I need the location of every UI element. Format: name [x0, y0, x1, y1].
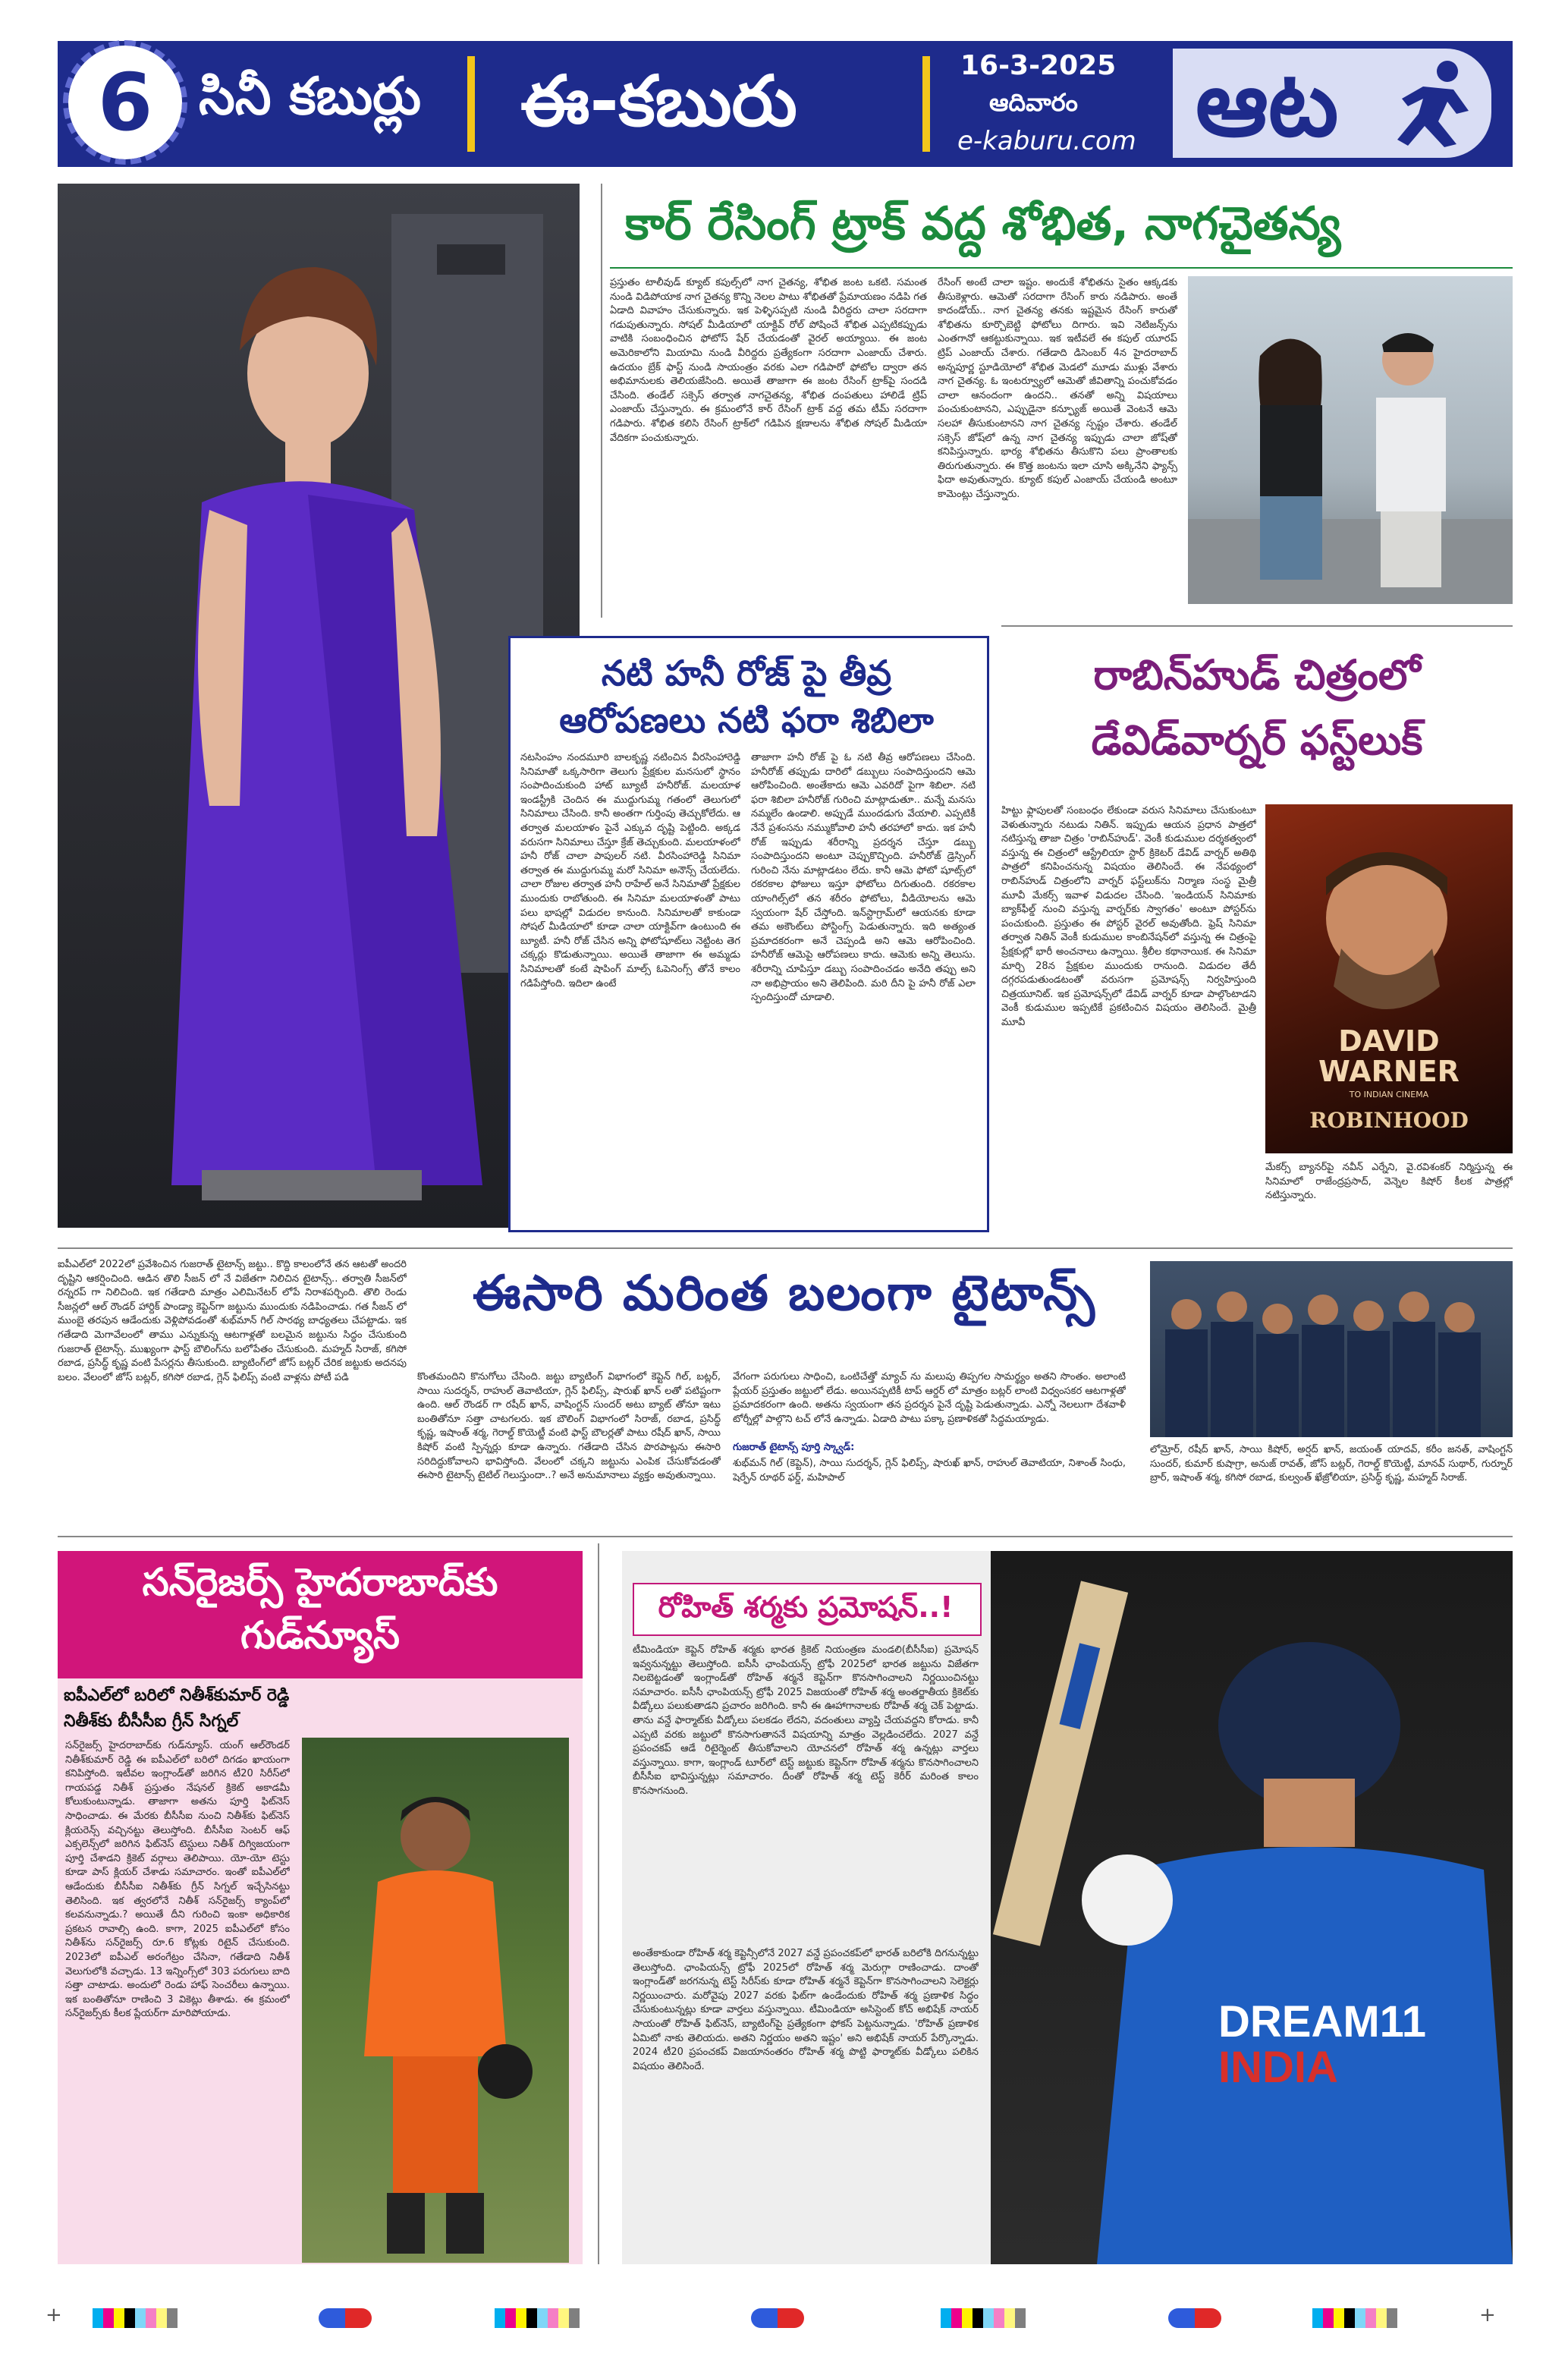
color-bar — [93, 2308, 178, 2328]
woman-in-saree-illustration — [58, 184, 580, 1228]
jersey-sponsor: DREAM11 — [1218, 1997, 1426, 2046]
story2-headline-line2: ఆరోపణలు నటి ఫరా శిబిలా — [559, 700, 934, 741]
crop-mark: + — [46, 2304, 62, 2326]
poster-line1: DAVID — [1338, 1024, 1440, 1058]
story1-column-1: ప్రస్తుతం టాలీవుడ్ క్యూట్ కపుల్స్‌లో నాగ చైతన్య, శోభిత జంట ఒకటి. సమంత నుండి విడిపోయాక నాగ చైతన్య కొన్ని నెలల పాటు శోభితతో ప్రేమాయణం నడిపి గత ఏడాది వివాహం చేసుకున్నారు. ఇక పెళ్ళిసప్పటి నుండి వీరిద్దరు చాలా సరదాగా గడుపుతున్నారు. సోషల్ మీడియాలో యాక్టివ్ రోల్ పోషించే శోభిత ఎప్పటికప్పుడు వాటికి సంబంధించిన ఫోటోస్ షేర్ చేయడంతో వైరల్ అయ్యాయి. ఈ జంట అమెరికాలోని మియామి నుండి వీరిద్దరు ప్రత్యేకంగా సరదాగా ఎంజాయ్ చేశారు. ఉదయం బ్రేక్ ఫాస్ట్ నుండి సాయంత్రం వరకు ఎలా గడిపారో ఫోటోల ద్వారా తన అభిమానులకు తెలియజేసింది. అయితే తాజాగా ఈ జంట రేసింగ్ ట్రాక్‌పై సందడి చేసింది. తండేల్ సక్సెస్ తర్వాత నాగచైతన్య, శోభిత దంపతులు హాలిడే ట్రిప్ ఎంజాయ్ చేస్తున్నారు. ఈ క్రమంలోనే కార్ రేసింగ్ ట్రాక్ వద్ద తమ టీమ్ సరదాగా గడిపారు. శోభిత కలిసి రేసింగ్ ట్రాక్‌లో గడిపిన క్షణాలను శోభిత సోషల్ మీడియా వేదికగా పంచుకున్నారు. — [610, 277, 927, 444]
issue-day: ఆదివారం — [989, 88, 1078, 117]
team-illustration — [1150, 1261, 1513, 1437]
warner-illustration — [1265, 804, 1513, 1032]
section-rule — [1001, 625, 1513, 627]
color-bar — [941, 2308, 1026, 2328]
story5-subheading-2: నితీశ్‌కు బీసీసీఐ గ్రీన్ సిగ్నల్ — [64, 1712, 239, 1731]
story3-column-2: మేకర్స్ బ్యానర్‌పై నవీన్ ఎర్నేని, వై.రవిశంకర్ నిర్మిస్తున్న ఈ సినిమాలో రాజేంద్రప్రసాద్, వెన్నెల కిషోర్ కీలక పాత్రల్లో నటిస్తున్నారు. — [1265, 1162, 1513, 1202]
poster-line2: WARNER — [1318, 1055, 1460, 1088]
story4-headline: ఈసారి మరింత బలంగా టైటాన్స్ — [473, 1266, 1096, 1322]
poster-subtitle: TO INDIAN CINEMA — [1349, 1090, 1429, 1099]
story2-column-2: తాజాగా హనీ రోజ్ పై ఓ నటి తీవ్ర ఆరోపణలు చేసింది. హనీరోజ్ తప్పుడు దారిలో డబ్బులు సంపాదిస్తుందని ఆమె ఆరోపించింది. అంతేకాదు ఆమె ఎవరిదో పైగా శిబిలా. నటి ఫరా శిబిలా హనీరోజ్ గురించి మాట్లాడుతూ.. మన్నే మనసు నమ్మలేం ఉండాలి. అప్పుడే ముందడుగు వేయాలి. ఎప్పటికీ నేనే ప్రశంసను నమ్ముకోవాలి హనీ తరహాలో కాదు. ఇక హనీ రోజ్ ఇప్పుడు శరీరాన్ని ప్రదర్శన చేస్తూ డబ్బు సంపాదిస్తుందని అంటూ చెప్పుకొచ్చింది. హనీరోజ్ డ్రెస్సింగ్ గురించి నేను మాట్లాడటం లేదు. కానీ ఆమె ఫోటో షూట్స్‌లో రకరకాల ఫోజులు ఇస్తూ ఫోటోలు దిగుతుంది. రకరకాల యాంగిల్స్‌లో తన శరీరం ఫోటోలు, వీడియోలను ఆమె స్వయంగా షేర్ చేస్తోంది. ఇన్‌స్టాగ్రామ్‌లో ఆయనకు కూడా తమ అకౌంట్‌లు పోస్టింగ్స్ పెడుతున్నారు. ఇది అత్యంత ప్రమాదకరంగా అనే చెప్పండి అని ఆమె ఆరోపించింది. హనీరోజ్ ఆమెపై ఆరోపణలు కాదు. ఆమెకు అన్ని తెలుసు. శరీరాన్ని చూపిస్తూ డబ్బు సంపాదించడం అనేది తప్పు అని నా అభిప్రాయం అని తెలిపింది. మరి దీని పై హనీ రోజ్ ఎలా స్పందిస్తుందో చూడాలి. — [751, 752, 976, 1004]
story5-subheading-1: ఐపీఎల్‌లో బరిలో నితీశ్‌కుమార్ రెడ్డి — [64, 1686, 290, 1705]
issue-date: 16-3-2025 — [960, 50, 1117, 81]
color-bar — [495, 2308, 580, 2328]
brand-title: ఈ-కబురు — [520, 61, 797, 142]
section-rule — [58, 1536, 1513, 1537]
poster-title: ROBINHOOD — [1309, 1108, 1469, 1133]
section-title: సినీ కబుర్లు — [199, 67, 422, 127]
site-url: e-kaburu.com — [957, 126, 1136, 156]
story4-column-2: కొంతమందిని కొనుగోలు చేసింది. జట్టు బ్యాటింగ్ విభాగంలో కెప్టెన్ గిల్, బట్లర్, సాయి సుదర్శన్, రాహుల్ తెవాటియా, గ్లెన్ ఫిలిప్స్, షారుఖ్ ఖాన్ లతో పటిష్టంగా ఉంది. ఆల్ రౌండర్ గా రషీద్ ఖాన్, వాషింగ్టన్ సుందర్ అటు బ్యాట్ తోనూ ఇటు బంతితోనూ సత్తా చాటగలరు. ఇక బౌలింగ్ విభాగంలో సిరాజ్, రబాడ, ప్రసిద్ధ్ కృష్ణ, ఇషాంత్ శర్మ, గెరాల్డ్ కొయెట్జీ వంటి ఫాస్ట్ బౌలర్లతో పాటు రషీద్ ఖాన్, సాయి కిషోర్ వంటి స్పిన్నర్లు కూడా ఉన్నారు. గతేడాది చేసిన పొరపాట్లను ఈసారి సరిదిద్దుకోవాలని భావిస్తోంది. వేలంలో చక్కని జట్టును ఎంపిక చేసుకోవడంతో ఈసారి టైటాన్స్ టైటిల్ గెలుస్తుందా..? అనే అనుమానాలు వ్యక్తం అవుతున్నాయి. — [417, 1371, 721, 1482]
titans-team-photo — [1150, 1261, 1513, 1437]
color-bar — [1312, 2308, 1397, 2328]
story4-column-1: ఐపీఎల్‌లో 2022లో ప్రవేశించిన గుజరాత్ టైటాన్స్ జట్టు.. కొద్ది కాలంలోనే తన ఆటతో అందరి దృష్టిని ఆకర్షించింది. ఆడిన తొలి సీజన్ లో నే విజేతగా నిలిచిన టైటాన్స్.. తర్వాతి సీజన్‌లో రన్నరప్ గా నిలిచింది. ఇక గతేడాది మాత్రం ఎలిమినేటర్ లోపే నిరాశపర్చింది. తొలి రెండు సీజన్లలో ఆల్ రౌండర్ హార్దిక్ పాండ్యా కెప్టెన్‌గా జట్టును ముందుకు నడిపించాడు. గత సీజన్ లో ముంబై తరపున ఆడేందుకు వెళ్లిపోవడంతో శుభ్‌మాన్ గిల్ సారథ్య బాధ్యతలు చేపట్టాడు. ఇక గతేడాది మెగావేలంలో తాము ఎన్నుకున్న ఆటగాళ్లతో బలమైన జట్టును సిద్ధం చేసుకుంది గుజరాత్ టైటాన్స్. ముఖ్యంగా ఫాస్ట్ బౌలింగ్‌ను బలోపేతం చేసుకుంది. మహ్మద్ సిరాజ్, కగిసో రబాడ, ప్రసిద్ధ్ కృష్ణ వంటి పేసర్లను తీసుకుంది. బ్యాటింగ్‌లో జోస్ బట్లర్ చేరిక జట్టుకు అదనపు బలం. వేలంలో జోస్ బట్లర్, కగిసో రబాడ, గ్లెన్ ఫిలిప్స్ వంటి వాళ్లను పోటీ పడి — [58, 1259, 407, 1383]
color-dot — [319, 2308, 372, 2328]
column-rule — [598, 1543, 599, 2264]
story3-headline-line2: డేవిడ్‌వార్నర్ ఫస్ట్‌లుక్ — [1091, 716, 1423, 764]
color-dot — [751, 2308, 804, 2328]
story1-column-2: రేసింగ్ అంటే చాలా ఇష్టం. అందుకే శోభితను సైతం ఆక్కడకు తీసుకెళ్లారు. ఆమెతో సరదాగా రేసింగ్ కారు నడిపారు. అంతే కాదండోయ్.. నాగ చైతన్య తనకు ఇష్టమైన రేసింగ్ కారుతో శోభితను కూర్చొబెట్టి ఫోటోలు దిగారు. ఇవి నెటిజన్స్‌ను ఎంతగానో ఆకట్టుకున్నాయి. ఇక ఇటీవలే ఈ కపుల్ యూరప్ ట్రిప్ ఎంజాయ్ చేశారు. గతేడాది డిసెంబర్ 4న హైదరాబాద్ అన్నపూర్ణ స్టూడియోలో శోభిత మెడలో మూడు ముళ్లు వేశారు నాగ చైతన్య. ఓ ఇంటర్వ్యూలో ఆమెతో జీవితాన్ని పంచుకోవడం చాలా ఆనందంగా ఉందని.. తనతో అన్ని విషయాలు పంచుకుంటానని, ఎప్పుడైనా కన్ఫ్యూజ్ అయితే వెంటనే ఆమె సలహా తీసుకుంటానని నాగ చైతన్య స్పష్టం చేశారు. తండేల్ సక్సెస్ జోష్‌లో ఉన్న నాగ చైతన్య ఇప్పుడు చాలా జోష్‌తో కనిపిస్తున్నారు. భార్య శోభితను తీసుకొని పలు ప్రాంతాలకు తిరుగుతున్నారు. ఈ కొత్త జంటను ఇలా చూసి అక్కినేని ఫ్యాన్స్ ఫిదా అవుతున్నారు. క్యూట్ కపుల్ ఎంజాయ్ చేయండి అంటూ కామెంట్లు చేస్తున్నారు. — [938, 277, 1177, 500]
story5-headline-line1: సన్‌రైజర్స్ హైదరాబాద్‌కు — [142, 1560, 498, 1604]
jersey-country: INDIA — [1218, 2043, 1338, 2092]
david-warner-poster — [1265, 804, 1513, 1153]
section-rule — [58, 1247, 1513, 1249]
page-number: 6 — [68, 46, 182, 159]
couple-illustration — [1188, 276, 1513, 604]
squad-title: గుజరాత్ టైటాన్స్ పూర్తి స్క్వాడ్: — [733, 1442, 855, 1453]
story5-headline-line2: గుడ్‌న్యూస్ — [240, 1613, 400, 1657]
story4-column-4: లోమ్రోర్, రషీద్ ఖాన్, సాయి కిషోర్, అర్షద్ ఖాన్, జయంత్ యాదవ్, కరీం జనత్, వాషింగ్టన్ సుందర్, కుమార్ కుషాగ్రా, అనుజ్ రావత్, జోస్ బట్లర్, గెరాల్డ్ కొయెట్జీ, మానవ్ సుథార్, గుర్నూర్ బ్రార్, ఇషాంత్ శర్మ, కగిసో రబాడ, కుల్వంత్ ఖేజ్రోలియా, ప్రసిద్ధ్ కృష్ణ, మహ్మద్ సిరాజ్. — [1150, 1444, 1513, 1484]
color-dot — [1168, 2308, 1221, 2328]
honey-rose-photo — [58, 184, 580, 1228]
story2-column-1: నటసింహం నందమూరి బాలకృష్ణ నటించిన వీరసింహారెడ్డి సినిమాతో ఒక్కసారిగా తెలుగు ప్రేక్షకుల మనసులో స్థానం సంపాదించుకుంది హాట్ బ్యూటీ హనీరోజ్. మలయాళ ఇండస్ట్రీకి చెందిన ఈ ముద్దుగుమ్మ గతంలో తెలుగులో సినిమాలు చేసింది. కానీ అంతగా గుర్తింపు తెచ్చుకోలేదు. ఆ తర్వాత మలయాళం పైనే ఎక్కువ దృష్టి పెట్టింది. అక్కడ వరుసగా సినిమాలు చేస్తూ క్రేజ్ తెచ్చుకుంది. మలయాళంలో హనీ రోజ్ చాలా పాపులర్ నటి. వీరసింహారెడ్డి సినిమా తర్వాత ఈ ముద్దుగుమ్మ మరో సినిమా అనౌన్స్ చేయలేదు. చాలా రోజుల తర్వాత హనీ రాహేల్ అనే సినిమాతో ప్రేక్షకుల ముందుకు రాబోతుంది. ఈ సినిమా మలయాళంతో పాటు పలు భాషల్లో విడుదల కానుంది. సినిమాలతో కాకుండా సోషల్ మీడియాలో కూడా చాలా యాక్టివ్‌గా ఉంటుంది ఈ బ్యూటీ. హనీ రోజ్ చేసిన అన్ని ఫోటోషూట్‌లు నెట్టింట తెగ చక్కర్లు కొడుతున్నాయి. అయితే తాజాగా ఈ అమ్మడు సినిమాలతో కంటే షాపింగ్ మాల్స్ ఓపెనింగ్స్ తోనే కాలం గడిపేస్తోంది. ఇదిలా ఉంటే — [520, 752, 740, 989]
squad-list: శుభ్‌మన్ గిల్ (కెప్టెన్), సాయి సుదర్శన్, గ్లెన్ ఫిలిప్స్, షారుఖ్ ఖాన్, రాహుల్ తెవాటియా, నిశాంత్ సింధు, షెర్ఫేన్ రూథర్ ఫర్డ్, మహిపాల్ — [733, 1458, 1126, 1483]
story6-headline: రోహిత్ శర్మకు ప్రమోషన్..! — [658, 1590, 954, 1624]
srh-player-illustration — [302, 1738, 569, 2263]
divider — [922, 56, 930, 152]
story3-headline-line1: రాబిన్‌హుడ్ చిత్రంలో — [1093, 651, 1421, 699]
story5-column-1: సన్‌రైజర్స్ హైదరాబాద్‌కు గుడ్‌న్యూస్. యంగ్ ఆల్‌రౌండర్ నితీశ్‌కుమార్ రెడ్డి ఈ ఐపీఎల్‌లో బరిలో దిగడం ఖాయంగా కనిపిస్తోంది. ఇటీవల ఇంగ్లాండ్‌తో జరిగిన టీ20 సిరీస్‌లో గాయపడ్డ నితీశ్ ప్రస్తుతం నేషనల్ క్రికెట్ అకాడమీ కోలుకుంటున్నాడు. తాజాగా అతను పూర్తి ఫిట్‌నెస్ సాధించాడు. ఈ మేరకు బీసీసీఐ నుంచి నితీశ్‌కు ఫిట్‌నెస్ క్లియరెన్స్ వచ్చినట్టు తెలుస్తోంది. బీసీసీఐ సెంటర్ ఆఫ్ ఎక్సలెన్స్‌లో జరిగిన ఫిట్‌నెస్ టెస్టులు నితీశ్ దిగ్విజయంగా పూర్తి చేశాడని క్రికెట్ వర్గాలు తెలిపాయి. యో-యో టెస్టు కూడా పాస్ క్లియర్ చేశాడు సమాచారం. ఇంతో ఐపీఎల్‌లో ఆడేందుకు బీసీసీఐ నితీశ్‌కు గ్రీన్ సిగ్నల్ ఇచ్చేసినట్టు తెలిసింది. ఇక త్వరలోనే నితీశ్ సన్‌రైజర్స్ క్యాంప్‌లో కలవనున్నాడు.? అయితే దీని గురించి ఇంకా అధికారిక ప్రకటన రావాల్సి ఉంది. కాగా, 2025 ఐపీఎల్‌లో కోసం నితీశ్‌ను సన్‌రైజర్స్ రూ.6 కోట్లకు రిటైన్ చేసుకుంది. 2023లో ఐపీఎల్ అరంగేట్రం చేసినా, గతేడాది నితీశ్ వెలుగులోకి వచ్చాడు. 13 ఇన్నింగ్స్‌లో 303 పరుగులు బాది సత్తా చాటాడు. అందులో రెండు హాఫ్ సెంచరీలు ఉన్నాయి. ఇక బంతితోనూ రాణించి 3 వికెట్లు తీశాడు. ఈ క్రమంలో సన్‌రైజర్స్‌కు కీలక ప్లేయర్‌గా మారిపోయాడు. — [65, 1740, 290, 2020]
couple-photo — [1188, 276, 1513, 604]
story6-column-1: టీమిండియా కెప్టెన్ రోహిత్ శర్మకు భారత క్రికెట్ నియంత్రణ మండలి(బీసీసీఐ) ప్రమోషన్ ఇవ్వనున్నట్టు తెలుస్తోంది. ఐసీసీ ఛాంపియన్స్ ట్రోఫీ 2025లో భారత జట్టును విజేతగా నిలబెట్టడంతో ఇంగ్లాండ్‌తో రోహిత్ శర్మనే కెప్టెన్‌గా కొనసాగించాలని నిర్ణయించినట్టు సమాచారం. ఐసీసీ ఛాంపియన్స్ ట్రోఫీ 2025 విజయంతో రోహిత్ శర్మ అంతర్జాతీయ క్రికెట్‌కు వీడ్కోలు పలుకుతాడని ప్రచారం జరిగింది. కానీ ఈ ఊహాగానాలకు రోహిత్ శర్మ చెక్ పెట్టాడు. తాను వన్డే ఫార్మాట్‌కు వీడ్కోలు పలకడం లేదని, వదంతులు వ్యాప్తి చేయవద్దని కోరాడు. కానీ ఎప్పటి వరకు జట్టులో కొనసాగుతాననే విషయాన్ని మాత్రం వెల్లడించలేదు. 2027 వన్డే ప్రపంచకప్ ఆడే రిటైర్మెంట్ తీసుకోవాలని యోచనలో రోహిత్ శర్మ ఉన్నట్లు వార్తలు వస్తున్నాయి. కాగా, ఇంగ్లాండ్ టూర్‌లో టెస్ట్ జట్టుకు కెప్టెన్‌గా రోహిత్ శర్మను కొనసాగించాలని బీసీసీఐ భావిస్తున్నట్లు సమాచారం. దీంతో రోహిత్ శర్మ టెస్ట్ కెరీర్ మరింత కాలం కొనసాగనుంది. — [633, 1644, 979, 1797]
story3-column-1: హిట్టు ఫ్లాపులతో సంబంధం లేకుండా వరుస సినిమాలు చేసుకుంటూ వెళుతున్నారు నటుడు నితిన్. ఇప్పుడు ఆయన ప్రధాన పాత్రలో నటిస్తున్న తాజా చిత్రం 'రాబిన్‌హుడ్'. వెంకీ కుడుముల దర్శకత్వంలో వస్తున్న ఈ చిత్రంలో ఆస్ట్రేలియా స్టార్ క్రికెటర్ డేవిడ్ వార్నర్ అతిథి పాత్రలో కనిపించనున్న విషయం తెలిసిందే. ఈ నేపథ్యంలో రాబిన్‌హుడ్ చిత్రంలోని వార్నర్ ఫస్ట్‌లుక్‌ను నిర్మాణ సంస్థ మైత్రీ మూవీ మేకర్స్ ఇవాళ విడుదల చేసింది. 'ఇండియన్ సినిమాకు బ్యాక్‌ఫీల్డ్ నుంచి వస్తున్న వార్నర్‌కు స్వాగతం' అంటూ పోస్టర్‌ను పంచుకుంది. ప్రస్తుతం ఈ పోస్టర్ వైరల్ అవుతోంది. ఫ్రెష్ సినిమా తర్వాత నితిన్ వెంకీ కుడుముల కాంబినేషన్‌లో వస్తున్న ఈ చిత్రంపై ప్రేక్షకుల్లో భారీ అంచనాలు ఉన్నాయి. శ్రీలీల కథానాయిక. ఈ సినిమా మార్చి 28న ప్రేక్షకుల ముందుకు రానుంది. విడుదల తేదీ దగ్గరపడుతుండటంతో వరుసగా ప్రమోషన్స్ నిర్వహిస్తుంది చిత్రయూనిట్. ఇక ప్రమోషన్స్‌లో డేవిడ్ వార్నర్ కూడా పాల్గొంటాడని వెంకీ కుడుముల ఇప్పటికే ప్రకటించిన విషయం తెలిసిందే. మైత్రీ మూవీ — [1001, 805, 1256, 1028]
story2-headline-line1: నటి హనీ రోజ్ పై తీవ్ర — [601, 653, 892, 694]
story6-column-2: అంతేకాకుండా రోహిత్ శర్మ కెప్టెన్సీలోనే 2027 వన్డే ప్రపంచకప్‌లో భారత్ బరిలోకి దిగనున్నట్టు తెలుస్తోంది. ఛాంపియన్స్ ట్రోఫీ 2025లో రోహిత్ శర్మ మెరుగ్గా రాణించాడు. దాంతో ఇంగ్లాండ్‌తో జరగనున్న టెస్ట్ సిరీస్‌కు కూడా రోహిత్ శర్మనే కెప్టెన్‌గా కొనసాగించాలని సెలెక్టర్లు నిర్ణయించారు. మరోవైపు 2027 వరకు ఫిట్‌గా ఉండేందుకు రోహిత్ శర్మ ప్రణాళిక సిద్ధం చేసుకుంటున్నట్లు కూడా వార్తలు వస్తున్నాయి. టీమిండియా అసిస్టెంట్ కోచ్ అభిషేక్ నాయర్ సాయంతో రోహిత్ ఫిట్‌నెస్, బ్యాటింగ్‌పై ప్రత్యేకంగా ఫోకస్ పెట్టనున్నాడు. 'రోహిత్ ప్రణాళిక ఏమిటో నాకు తెలియదు. అతని నిర్ణయం అతని ఇష్టం' అని అభిషేక్ నాయర్ పేర్కొన్నాడు. 2024 టీ20 ప్రపంచకప్ విజయానంతరం రోహిత్ శర్మ పొట్టి ఫార్మాట్‌కు వీడ్కోలు పలికిన విషయం తెలిసిందే. — [633, 1948, 979, 2072]
divider — [467, 56, 475, 152]
story4-column-3: వేగంగా పరుగులు సాధించి, ఒంటిచేత్తో మ్యాచ్ ను మలుపు తిప్పగల సామర్థ్యం అతని సొంతం. అలాంటి ప్లేయర్ ప్రస్తుతం జట్టులో లేడు. అయినప్పటికీ టాప్ ఆర్డర్ లో మాత్రం బట్లర్ లాంటి విధ్వంసకర ఆటగాళ్లతో ప్రమాదకరంగా ఉంది. అతను స్వయంగా తన ప్రదర్శన పైనే దృష్టి పెడుతున్నాడు. ఎన్నో నెలలుగా దేశవాళీ టోర్నీల్లో పాల్గొని టచ్ లోనే ఉన్నాడు. ఏడాది పాటు పక్కా ప్రణాళికతో సిద్ధమయ్యాడు. — [733, 1371, 1126, 1425]
headline-underline — [610, 267, 1513, 269]
logo-text: ఆట — [1196, 50, 1339, 157]
story1-headline: కార్ రేసింగ్ ట్రాక్ వద్ద శోభిత, నాగచైతన్య — [625, 197, 1341, 250]
masthead — [58, 41, 1513, 167]
rohit-photo — [991, 1551, 1513, 2264]
runner-icon — [1378, 56, 1484, 150]
batsman-illustration — [991, 1551, 1513, 2264]
crop-mark: + — [1479, 2304, 1496, 2326]
column-rule — [601, 184, 602, 618]
aata-logo — [1173, 49, 1491, 158]
nitish-photo — [302, 1738, 569, 2263]
